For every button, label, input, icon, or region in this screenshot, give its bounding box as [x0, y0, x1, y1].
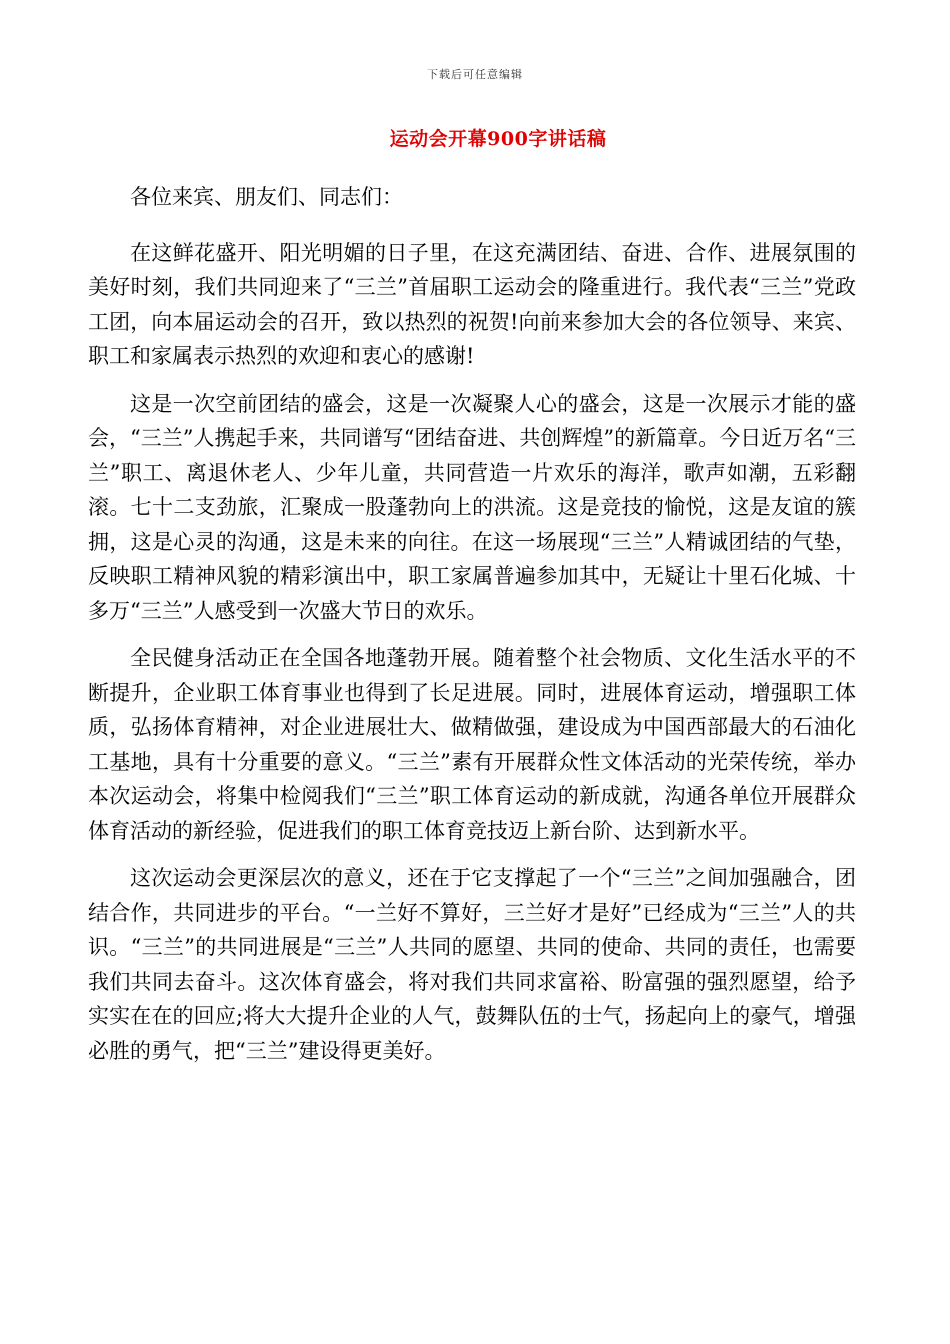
header-note: 下载后可任意编辑 — [427, 68, 523, 81]
document-body — [88, 180, 856, 1081]
paragraph: 这次运动会更深层次的意义，还在于它支撑起了一个“三兰”之间加强融合，团结合作，共同进步的平台。“一兰好不算好，三兰好才是好”已经成为“三兰”人的共识。“三兰”的共同进展是“三兰”人共同的愿望、共同的使命、共同的责任，也需要我们共同去奋斗。这次体育盛会，将对我们共同求富裕、盼富强的强烈愿望，给予实实在在的回应;将大大提升企业的人气，鼓舞队伍的士气，扬起向上的豪气，增强必胜的勇气，把“三兰”建设得更美好。 — [88, 866, 856, 1063]
paragraph: 在这鲜花盛开、阳光明媚的日子里，在这充满团结、奋进、合作、进展氛围的美好时刻，我们共同迎来了“三兰”首届职工运动会的隆重进行。我代表“三兰”党政工团，向本届运动会的召开，致以热烈的祝贺!向前来参加大会的各位领导、来宾、职工和家属表示热烈的欢迎和衷心的感谢! — [88, 240, 856, 368]
document-title: 运动会开幕900字讲话稿 — [389, 128, 607, 150]
paragraph: 这是一次空前团结的盛会，这是一次凝聚人心的盛会，这是一次展示才能的盛会，“三兰”人携起手来，共同谱写“团结奋进、共创辉煌”的新篇章。今日近万名“三兰”职工、离退休老人、少年儿童，共同营造一片欢乐的海洋，歌声如潮，五彩翻滚。七十二支劲旅，汇聚成一股蓬勃向上的洪流。这是竞技的愉悦，这是友谊的簇拥，这是心灵的沟通，这是未来的向往。在这一场展现“三兰”人精诚团结的气垫，反映职工精神风貌的精彩演出中，职工家属普遍参加其中，无疑让十里石化城、十多万“三兰”人感受到一次盛大节日的欢乐。 — [88, 391, 856, 623]
paragraph: 全民健身活动正在全国各地蓬勃开展。随着整个社会物质、文化生活水平的不断提升，企业职工体育事业也得到了长足进展。同时，进展体育运动，增强职工体质，弘扬体育精神，对企业进展壮大、做精做强，建设成为中国西部最大的石油化工基地，具有十分重要的意义。“三兰”素有开展群众性文体活动的光荣传统，举办本次运动会，将集中检阅我们“三兰”职工体育运动的新成就，沟通各单位开展群众体育活动的新经验，促进我们的职工体育竞技迈上新台阶、达到新水平。 — [88, 646, 856, 843]
salutation: 各位来宾、朋友们、同志们： — [130, 185, 403, 209]
